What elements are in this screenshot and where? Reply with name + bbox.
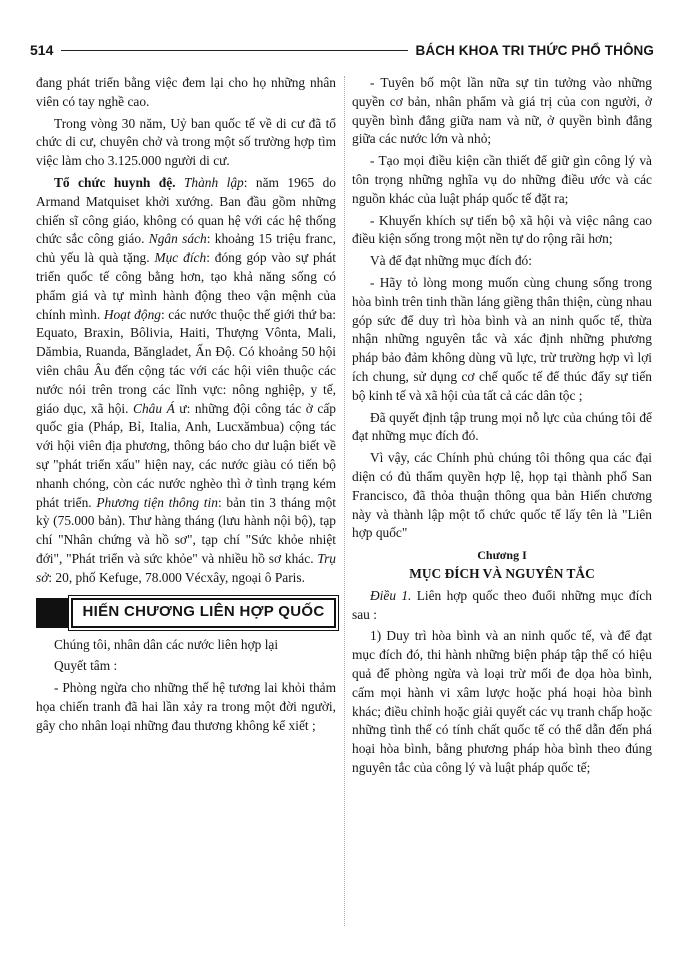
left-column [36, 74, 336, 739]
paragraph: - Khuyến khích sự tiến bộ xã hội và việc nâng cao điều kiện sống trong một nền tự do rộng rãi hơn; [352, 212, 652, 247]
label-founded: Thành lập [183, 174, 244, 190]
article-1: Điều 1. Liên hợp quốc theo đuổi những mục đích sau : [352, 587, 652, 622]
label-asia: Châu Á [133, 400, 175, 416]
right-column [352, 74, 652, 781]
article-label: Điều 1. [370, 587, 412, 603]
label-budget: Ngân sách [148, 231, 207, 247]
organization-entry: Tổ chức huynh đệ. Thành lập: năm 1965 do Armand Matquiset khởi xướng. Ban đầu gồm những chiến sĩ công giáo, không có quan hệ với các hệ thống chức sắc công giáo. Ngân sách: khoảng 15 triệu franc, chủ yếu là quà tặng. Mục đích: đóng góp vào sự phát triển quốc tế công bằng hơn, tạo khả năng sống có phẩm giá và tự mình hành động theo vận mệnh của chính mình. Hoạt động: các nước thuộc thế giới thứ ba: Equato, Braxin, Bôlivia, Haiti, Thượng Vônta, Mali, Dămbia, Ruanda, Băngladet, Ấn Độ. Có khoảng 50 hội viên châu Âu đến cộng tác với các hội viên thuộc các nước nói trên trong các lĩnh vực: nông nghiệp, y tế, giáo dục, xã hội. Châu Á ư: những đội công tác ở cấp quốc gia (Pháp, Bỉ, Italia, Anh, Lucxămbua) cộng tác với hội viên địa phương, thông báo cho dư luận biết về sự "phát triển xấu" hiện nay, các nước giàu có tiến bộ nhanh chóng, còn các nước nghèo thì ở tình trạng kém phát triển. Phương tiện thông tin: bản tin 3 tháng một kỳ (75.000 bản). Thư hàng tháng (lưu hành nội bộ), tạp chí "Nhân chứng và hồ sơ", tạp chí "Sức khỏe nhiệt đới", "Phát triển và sức khỏe" và nhiều hồ sơ khác. Trụ sở: 20, phố Kefuge, 78.000 Vécxây, ngoại ô Paris. [36, 174, 337, 585]
paragraph: - Tuyên bố một lần nữa sự tin tưởng vào những quyền cơ bản, nhân phẩm và giá trị của con người, ở quyền bình đẳng giữa nam và nữ, ở quyền bình đẳng giữa các nước lớn và nhỏ; [352, 75, 652, 147]
label-purpose: Mục đích [154, 250, 207, 266]
header-rule [61, 50, 407, 51]
paragraph: Đã quyết định tập trung mọi nỗ lực của chúng tôi để đạt những mục đích đó. [352, 409, 652, 444]
paragraph: Vì vậy, các Chính phủ chúng tôi thông qua các đại diện có đủ thẩm quyền hợp lệ, họp tại thành phố San Francisco, đã thỏa thuận thông qua bản Hiến chương này và thành lập một tổ chức quốc tế lấy tên là "Liên hợp quốc" [352, 450, 652, 541]
paragraph: đang phát triển bằng việc đem lại cho họ những nhân viên có tay nghề cao. [36, 75, 336, 109]
section-title: HIẾN CHƯƠNG LIÊN HỢP QUỐC [71, 598, 336, 628]
chapter-label: Chương I [477, 548, 527, 563]
paragraph: Trong vòng 30 năm, Uỷ ban quốc tế về di cư đã tổ chức di cư, chuyên chở và trong một số trường hợp tìm việc làm cho 3.125.000 người di cư. [36, 115, 336, 169]
chapter-title: MỤC ĐÍCH VÀ NGUYÊN TẮC [409, 565, 595, 581]
section-marker [36, 598, 68, 628]
paragraph: Và để đạt những mục đích đó: [370, 253, 532, 269]
column-divider [344, 76, 345, 926]
label-activity: Hoạt động [103, 306, 161, 322]
paragraph: - Hãy tỏ lòng mong muốn cùng chung sống trong hòa bình trên tinh thần láng giềng thân thiện, cùng nhau góp sức để duy trì hòa bình và an ninh quốc tế, thừa nhận những nguyên tắc và xác định những phương pháp bảo đảm không dùng vũ lực, trừ trường hợp vì lợi ích chung, sử dụng cơ chế quốc tế để thúc đẩy sự tiến bộ kinh tế và xã hội của tất cả các dân tộc ; [352, 274, 652, 403]
running-header [30, 40, 654, 60]
paragraph: - Phòng ngừa cho những thế hệ tương lai khỏi thảm họa chiến tranh đã hai lần xảy ra trong một đời người, gây cho nhân loại những đau thương không kể xiết ; [36, 680, 336, 733]
page-number: 514 [30, 42, 54, 58]
section-heading [36, 598, 336, 628]
paragraph: - Tạo mọi điều kiện cần thiết để giữ gìn công lý và tôn trọng những nghĩa vụ do những điều ước và các nguồn khác của luật pháp quốc tế đặt ra; [352, 153, 652, 206]
label-media: Phương tiện thông tin [96, 494, 218, 510]
label-headquarters: Trụ sở [36, 550, 336, 585]
paragraph: Quyết tâm : [54, 658, 118, 674]
charter-preamble: Chúng tôi, nhân dân các nước liên hợp lại [54, 636, 279, 652]
organization-name: Tổ chức huynh đệ. [54, 174, 176, 190]
book-title: BÁCH KHOA TRI THỨC PHỔ THÔNG [415, 42, 654, 58]
article-1-clause-1: 1) Duy trì hòa bình và an ninh quốc tế, và để đạt mục đích đó, thi hành những biện pháp tập thể có hiệu quả để phòng ngừa và loại trừ mối đe dọa hòa bình, cấm mọi hành vi xâm lược hoặc phá hoại hòa bình khác; điều chỉnh hoặc giải quyết các vụ tranh chấp hoặc những tình thế có tính chất quốc tế có thể dẫn đến phá hoại hòa bình, bằng phương pháp hòa bình theo đúng nguyên tắc của công lý và luật pháp quốc tế; [352, 628, 652, 775]
